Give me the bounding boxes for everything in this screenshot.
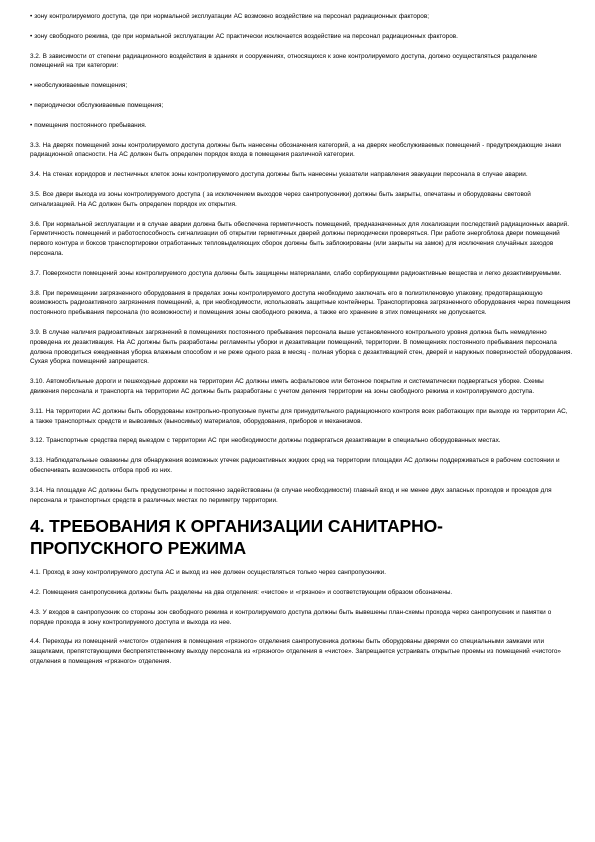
body-text-after xyxy=(30,568,573,667)
paragraph-3-12: 3.12. Транспортные средства перед выездом с территории АС при необходимости должны подвергаться дезактивации в специально оборудованных местах. xyxy=(30,437,501,445)
paragraph-4-1: 4.1. Проход в зону контролируемого доступа АС и выход из нее должен осуществляться только через санпропускники. xyxy=(30,569,386,577)
paragraph-3-5: 3.5. Все двери выхода из зоны контролируемого доступа ( за исключением выходов через санпропускники) должны быть закрыты, опечатаны и оборудованы световой сигнализацией. На АС должен быть определен порядок их открытия. xyxy=(30,190,531,208)
paragraph-3-6: 3.6. При нормальной эксплуатации и в случае аварии должна быть обеспечена герметичность помещений, предназначенных для локализации последствий радиационных аварий. Герметичность помещений и работоспособность сигнализации об открытии герметичных дверей должны периодически проверяться. При работе энергоблока двери помещений первого контура и боксов транспортировки отработанных тепловыделяющих сборок должны быть заблокированы (или закрыты на замок) для исключения случайных заходов персонала. xyxy=(30,220,569,257)
paragraph-3-10: 3.10. Автомобильные дороги и пешеходные дорожки на территории АС должны иметь асфальтовое или бетонное покрытие и систематически подвергаться уборке. Схемы движения персонала и транспорта на территории АС должны быть разработаны с учетом деления территории на зоны свободного режима и контролируемого доступа. xyxy=(30,378,544,395)
paragraph-4-2: 4.2. Помещения санпропускника должны быть разделены на два отделения: «чистое» и «грязное» и соответствующим образом обозначены. xyxy=(30,589,453,597)
bullet-controlled-access-zone: • зону контролируемого доступа, где при нормальной эксплуатации АС возможно воздействие на персонал радиационных факторов; xyxy=(30,13,429,20)
paragraph-3-2: 3.2. В зависимости от степени радиационного воздействия в зданиях и сооружениях, относящихся к зоне контролируемого доступа, должно осуществляться разделение помещений на три категории: xyxy=(30,52,538,70)
section-4-heading: 4. ТРЕБОВАНИЯ К ОРГАНИЗАЦИИ САНИТАРНО-ПРОПУСКНОГО РЕЖИМА xyxy=(30,516,443,559)
paragraph-3-3: 3.3. На дверях помещений зоны контролируемого доступа должны быть нанесены обозначения категорий, а на дверях необслуживаемых помещений - предупреждающие знаки радиационной опасности. На АС должен быть определен порядок входа в помещения различной категории. xyxy=(30,141,561,159)
paragraph-4-4: 4.4. Переходы из помещений «чистого» отделения в помещения «грязного» отделения санпропускника должны быть оборудованы дверями со специальными замками или защелками, препятствующими беспрепятственному выходу персонала из «грязного» отделения в «чистое». Запрещается устраивать открытые проемы из помещений «чистого» отделения в помещения «грязного» отделения. xyxy=(30,638,561,666)
bullet-permanent-stay-rooms: • помещения постоянного пребывания. xyxy=(30,121,147,129)
paragraph-3-8: 3.8. При перемещении загрязненного оборудования в пределах зоны контролируемого доступа необходимо заключать его в полиэтиленовую упаковку, предотвращающую возможность радиоактивного загрязнения помещений, а, при необходимости, использовать защитные контейнеры. Транспортировка загрязненного оборудования через помещения постоянного пребывания персонала (по возможности) и помещения зоны свободного режима, а также его хранение в этих помещениях не допускается. xyxy=(30,289,571,317)
body-text-before xyxy=(30,12,573,505)
bullet-free-regime-zone: • зону свободного режима, где при нормальной эксплуатации АС практически исключается воздействие на персонал радиационных факторов. xyxy=(30,32,458,40)
paragraph-4-3: 4.3. У входов в санпропускник со стороны зон свободного режима и контролируемого доступа должны быть вывешены план-схемы прохода через санпропускник и памятки о порядке прохода в зону контролируемого доступа и выхода из нее. xyxy=(30,608,552,626)
paragraph-3-11: 3.11. На территории АС должны быть оборудованы контрольно-пропускные пункты для принудительного радиационного контроля всех работающих при выходе из территории АС, а также транспортных средств и вывозимых (выносимых) материалов, оборудования, приборов и механизмов. xyxy=(30,407,568,425)
paragraph-3-4: 3.4. На стенах коридоров и лестничных клеток зоны контролируемого доступа должны быть нанесены указатели направления эвакуации персонала в случае аварии. xyxy=(30,171,528,179)
paragraph-3-14: 3.14. На площадке АС должны быть предусмотрены и постоянно задействованы (в случае необходимости) главный вход и не менее двух запасных проходов и проездов для персонала и транспортных средств в различных местах по периметру территории. xyxy=(30,486,552,504)
paragraph-3-13: 3.13. Наблюдательные скважины для обнаружения возможных утечек радиоактивных жидких сред на территории площадки АС должны поддерживаться в рабочем состоянии и обеспечивать возможность отбора проб из них. xyxy=(30,457,560,474)
paragraph-3-7: 3.7. Поверхности помещений зоны контролируемого доступа должны быть защищены материалами, слабо сорбирующими радиоактивные вещества и легко дезактивируемыми. xyxy=(30,269,562,277)
bullet-periodically-attended-rooms: • периодически обслуживаемые помещения; xyxy=(30,101,164,109)
bullet-unattended-rooms: • необслуживаемые помещения; xyxy=(30,82,128,90)
paragraph-3-9: 3.9. В случае наличия радиоактивных загрязнений в помещениях постоянного пребывания персонала выше установленного контрольного уровня должна быть немедленно проведена их дезактивация. На АС должны быть разработаны регламенты уборки и дезактивации помещений, территории. В помещениях постоянного пребывания персонала должна проводиться ежедневная уборка влажным способом и не реже одного раза в месяц - полная уборка с дезактивацией стен, дверей и наружных поверхностей оборудования. Сухая уборка помещений запрещается. xyxy=(30,328,573,366)
